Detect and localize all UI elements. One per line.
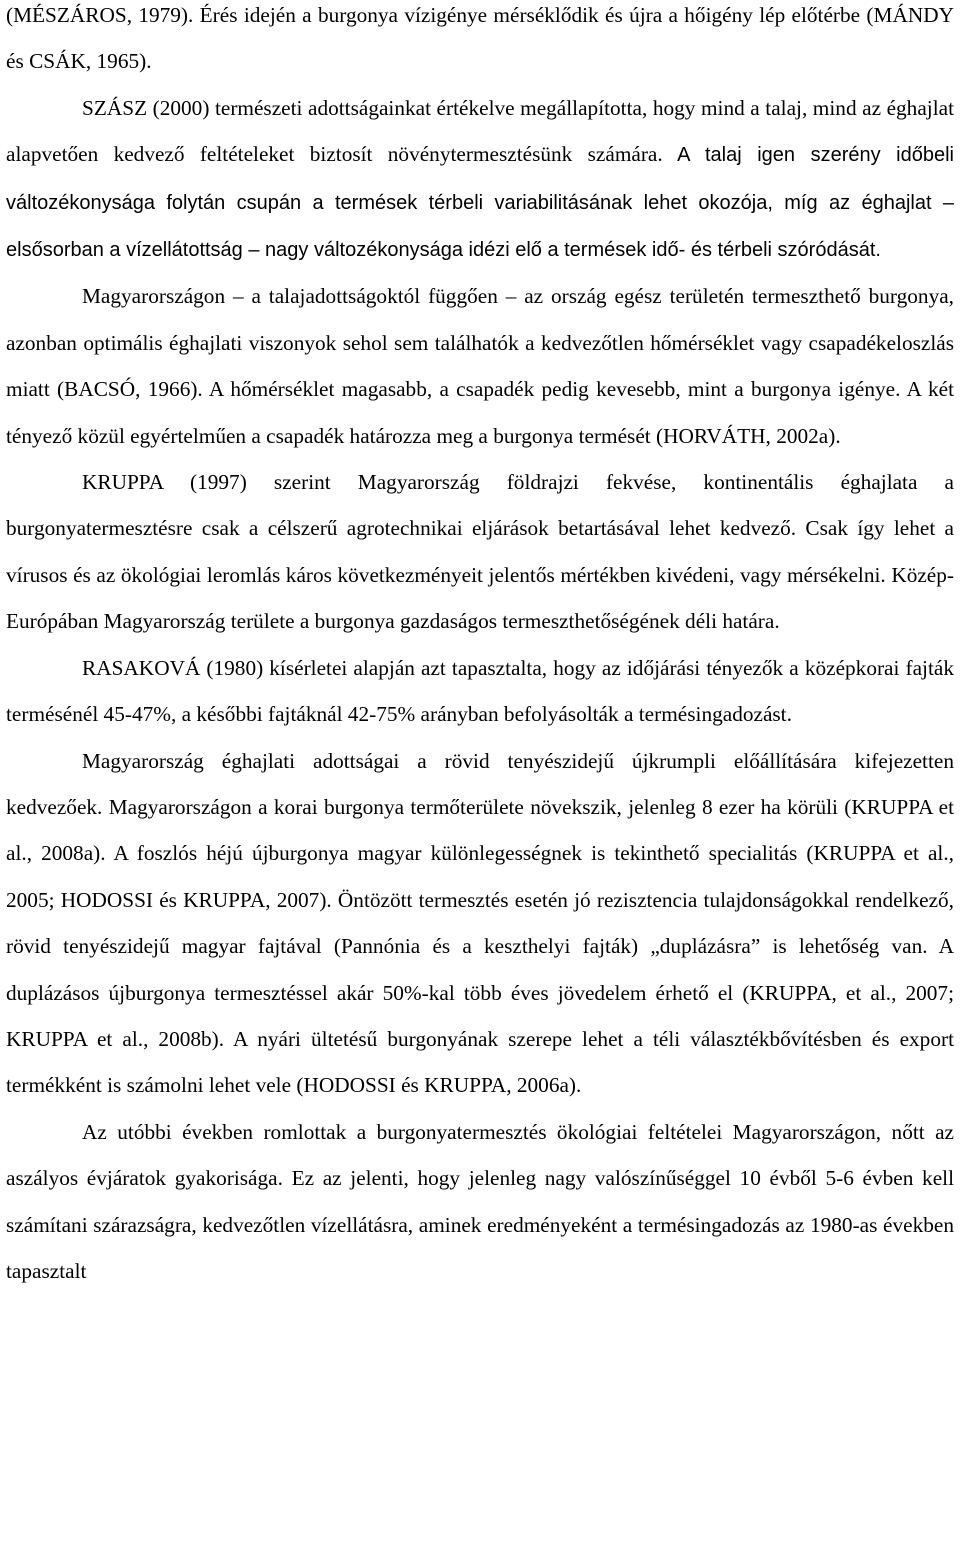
document-page — [6, 0, 954, 1294]
paragraph-continuation: (MÉSZÁROS, 1979). Érés idején a burgonya vízigénye mérséklődik és újra a hőigény lép előtérbe (MÁNDY és CSÁK, 1965). — [6, 3, 954, 74]
paragraph-szasz-sans-part: A talaj igen szerény időbeli változékonysága folytán csupán a termések térbeli variabilitásának lehet okozója, míg az éghajlat – elsősorban a vízellátottság – nagy változékonysága idézi elő a termések idő- és térbeli szóródását. — [6, 144, 954, 262]
paragraph-szasz — [6, 85, 954, 274]
paragraph-ujkrumpli: Magyarország éghajlati adottságai a rövid tenyészidejű újkrumpli előállítására kifejezetten kedvezőek. Magyarországon a korai burgonya termőterülete növekszik, jelenleg 8 ezer ha körüli (KRUPPA et al., 2008a). A foszlós héjú újburgonya magyar különlegességnek is tekinthető specialitás (KRUPPA et al., 2005; HODOSSI és KRUPPA, 2007). Öntözött termesztés esetén jó rezisztencia tulajdonságokkal rendelkező, rövid tenyészidejű magyar fajtával (Pannónia és a keszthelyi fajták) „duplázásra” is lehetőség van. A duplázásos újburgonya termesztéssel akár 50%-kal több éves jövedelem érhető el (KRUPPA, et al., 2007; KRUPPA et al., 2008b). A nyári ültetésű burgonyának szerepe lehet a téli választékbővítésben és export termékként is számolni lehet vele (HODOSSI és KRUPPA, 2006a). — [6, 748, 954, 1098]
paragraph-szasz-serif-part: SZÁSZ (2000) természeti adottságainkat értékelve megállapította, hogy mind a talaj, mind az éghajlat alapvetően kedvező feltételeket biztosít növénytermesztésünk számára. — [6, 95, 954, 167]
paragraph-kruppa-1997: KRUPPA (1997) szerint Magyarország földrajzi fekvése, kontinentális éghajlata a burgonyatermesztésre csak a célszerű agrotechnikai eljárások betartásával lehet kedvező. Csak így lehet a vírusos és az ökológiai leromlás káros következményeit jelentős mértékben kivédeni, vagy mérsékelni. Közép-Európában Magyarország területe a burgonya gazdaságos termeszthetőségének déli határa. — [6, 470, 954, 634]
paragraph-magyarorszagon: Magyarországon – a talajadottságoktól függően – az ország egész területén termeszthető burgonya, azonban optimális éghajlati viszonyok sehol sem találhatók a kedvezőtlen hőmérséklet vagy csapadékeloszlás miatt (BACSÓ, 1966). A hőmérséklet magasabb, a csapadék pedig kevesebb, mint a burgonya igénye. A két tényező közül egyértelműen a csapadék határozza meg a burgonya termését (HORVÁTH, 2002a). — [6, 284, 954, 448]
paragraph-rasakova: RASAKOVÁ (1980) kísérletei alapján azt tapasztalta, hogy az időjárási tényezők a középkorai fajták termésénél 45-47%, a későbbi fajtáknál 42-75% arányban befolyásolták a termésingadozást. — [6, 655, 954, 727]
paragraph-aszaly: Az utóbbi években romlottak a burgonyatermesztés ökológiai feltételei Magyarországon, nőtt az aszályos évjáratok gyakorisága. Ez az jelenti, hogy jelenleg nagy valószínűséggel 10 évből 5-6 évben kell számítani szárazságra, kedvezőtlen vízellátásra, aminek eredményeként a termésingadozás az 1980-as években tapasztalt — [6, 1119, 954, 1283]
